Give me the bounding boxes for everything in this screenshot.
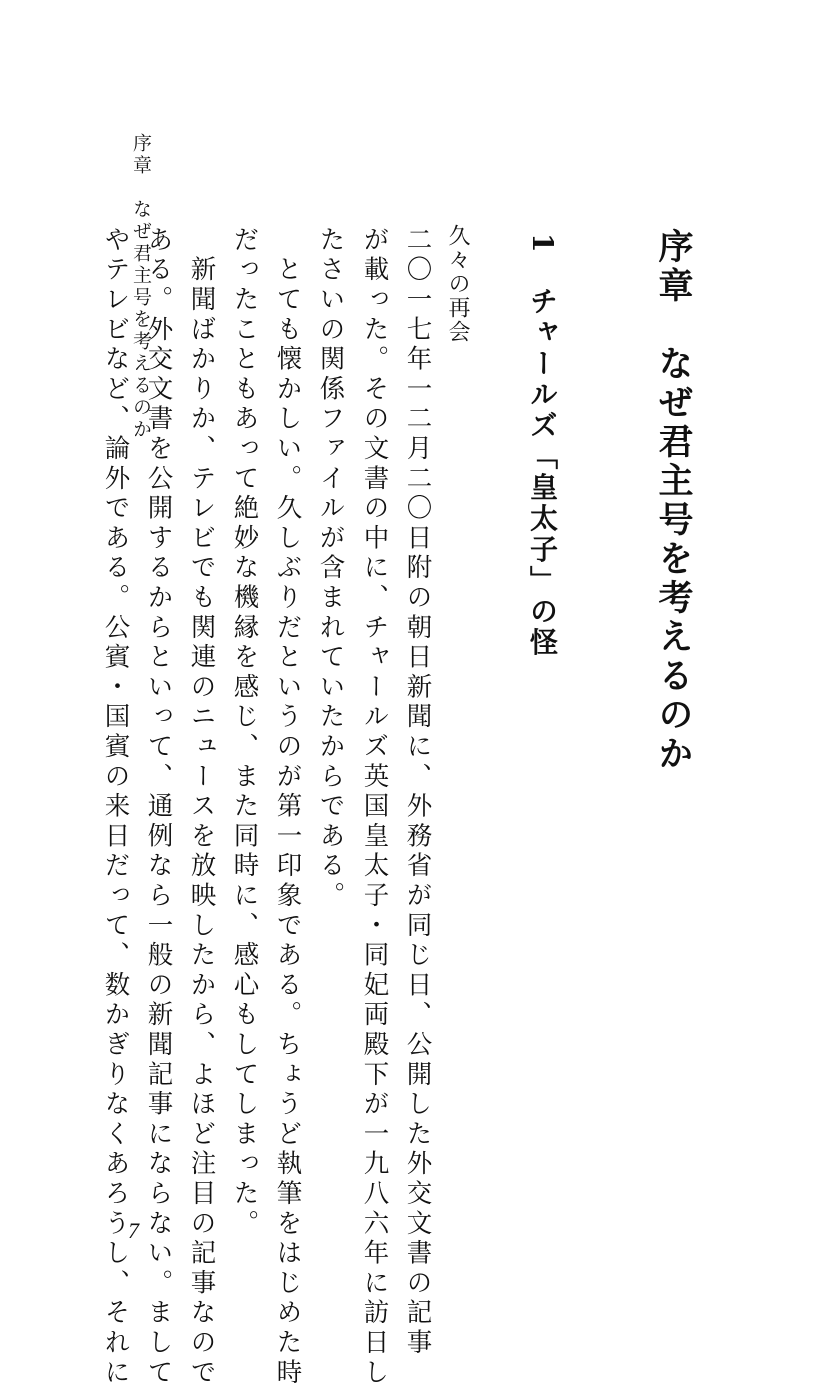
body-line: たさいの関係ファイルが含まれていたからである。: [315, 226, 346, 912]
body-line: やテレビなど、論外である。公賓・国賓の来日だって、数かぎりなくあろうし、それに: [100, 226, 131, 1388]
section-heading: [526, 233, 559, 659]
running-head: 序章 なぜ君主号を考えるのか: [130, 133, 152, 441]
body-line: とても懐かしい。久しぶりだというのが第一印象である。ちょうど執筆をはじめた時: [272, 226, 303, 1388]
chapter-title: 序章 なぜ君主号を考えるのか: [653, 228, 694, 774]
body-line: ある。外交文書を公開するからといって、通例なら一般の新聞記事にならない。まして: [143, 226, 174, 1388]
body-line: 二〇一七年一二月二〇日附の朝日新聞に、外務省が同じ日、公開した外交文書の記事: [402, 226, 433, 1359]
subheading: 久々の再会: [445, 224, 470, 344]
body-line: だったこともあって絶妙な機縁を感じ、また同時に、感心もしてしまった。: [229, 226, 260, 1240]
section-title: チャールズ「皇太子」の怪: [526, 286, 559, 659]
section-number: 1: [526, 233, 559, 256]
body-line: が載った。その文書の中に、チャールズ英国皇太子・同妃両殿下が一九八六年に訪日し: [359, 226, 390, 1388]
body-line: 新聞ばかりか、テレビでも関連のニュースを放映したから、よほど注目の記事なので: [186, 226, 217, 1388]
page-number: 7: [128, 1218, 139, 1243]
